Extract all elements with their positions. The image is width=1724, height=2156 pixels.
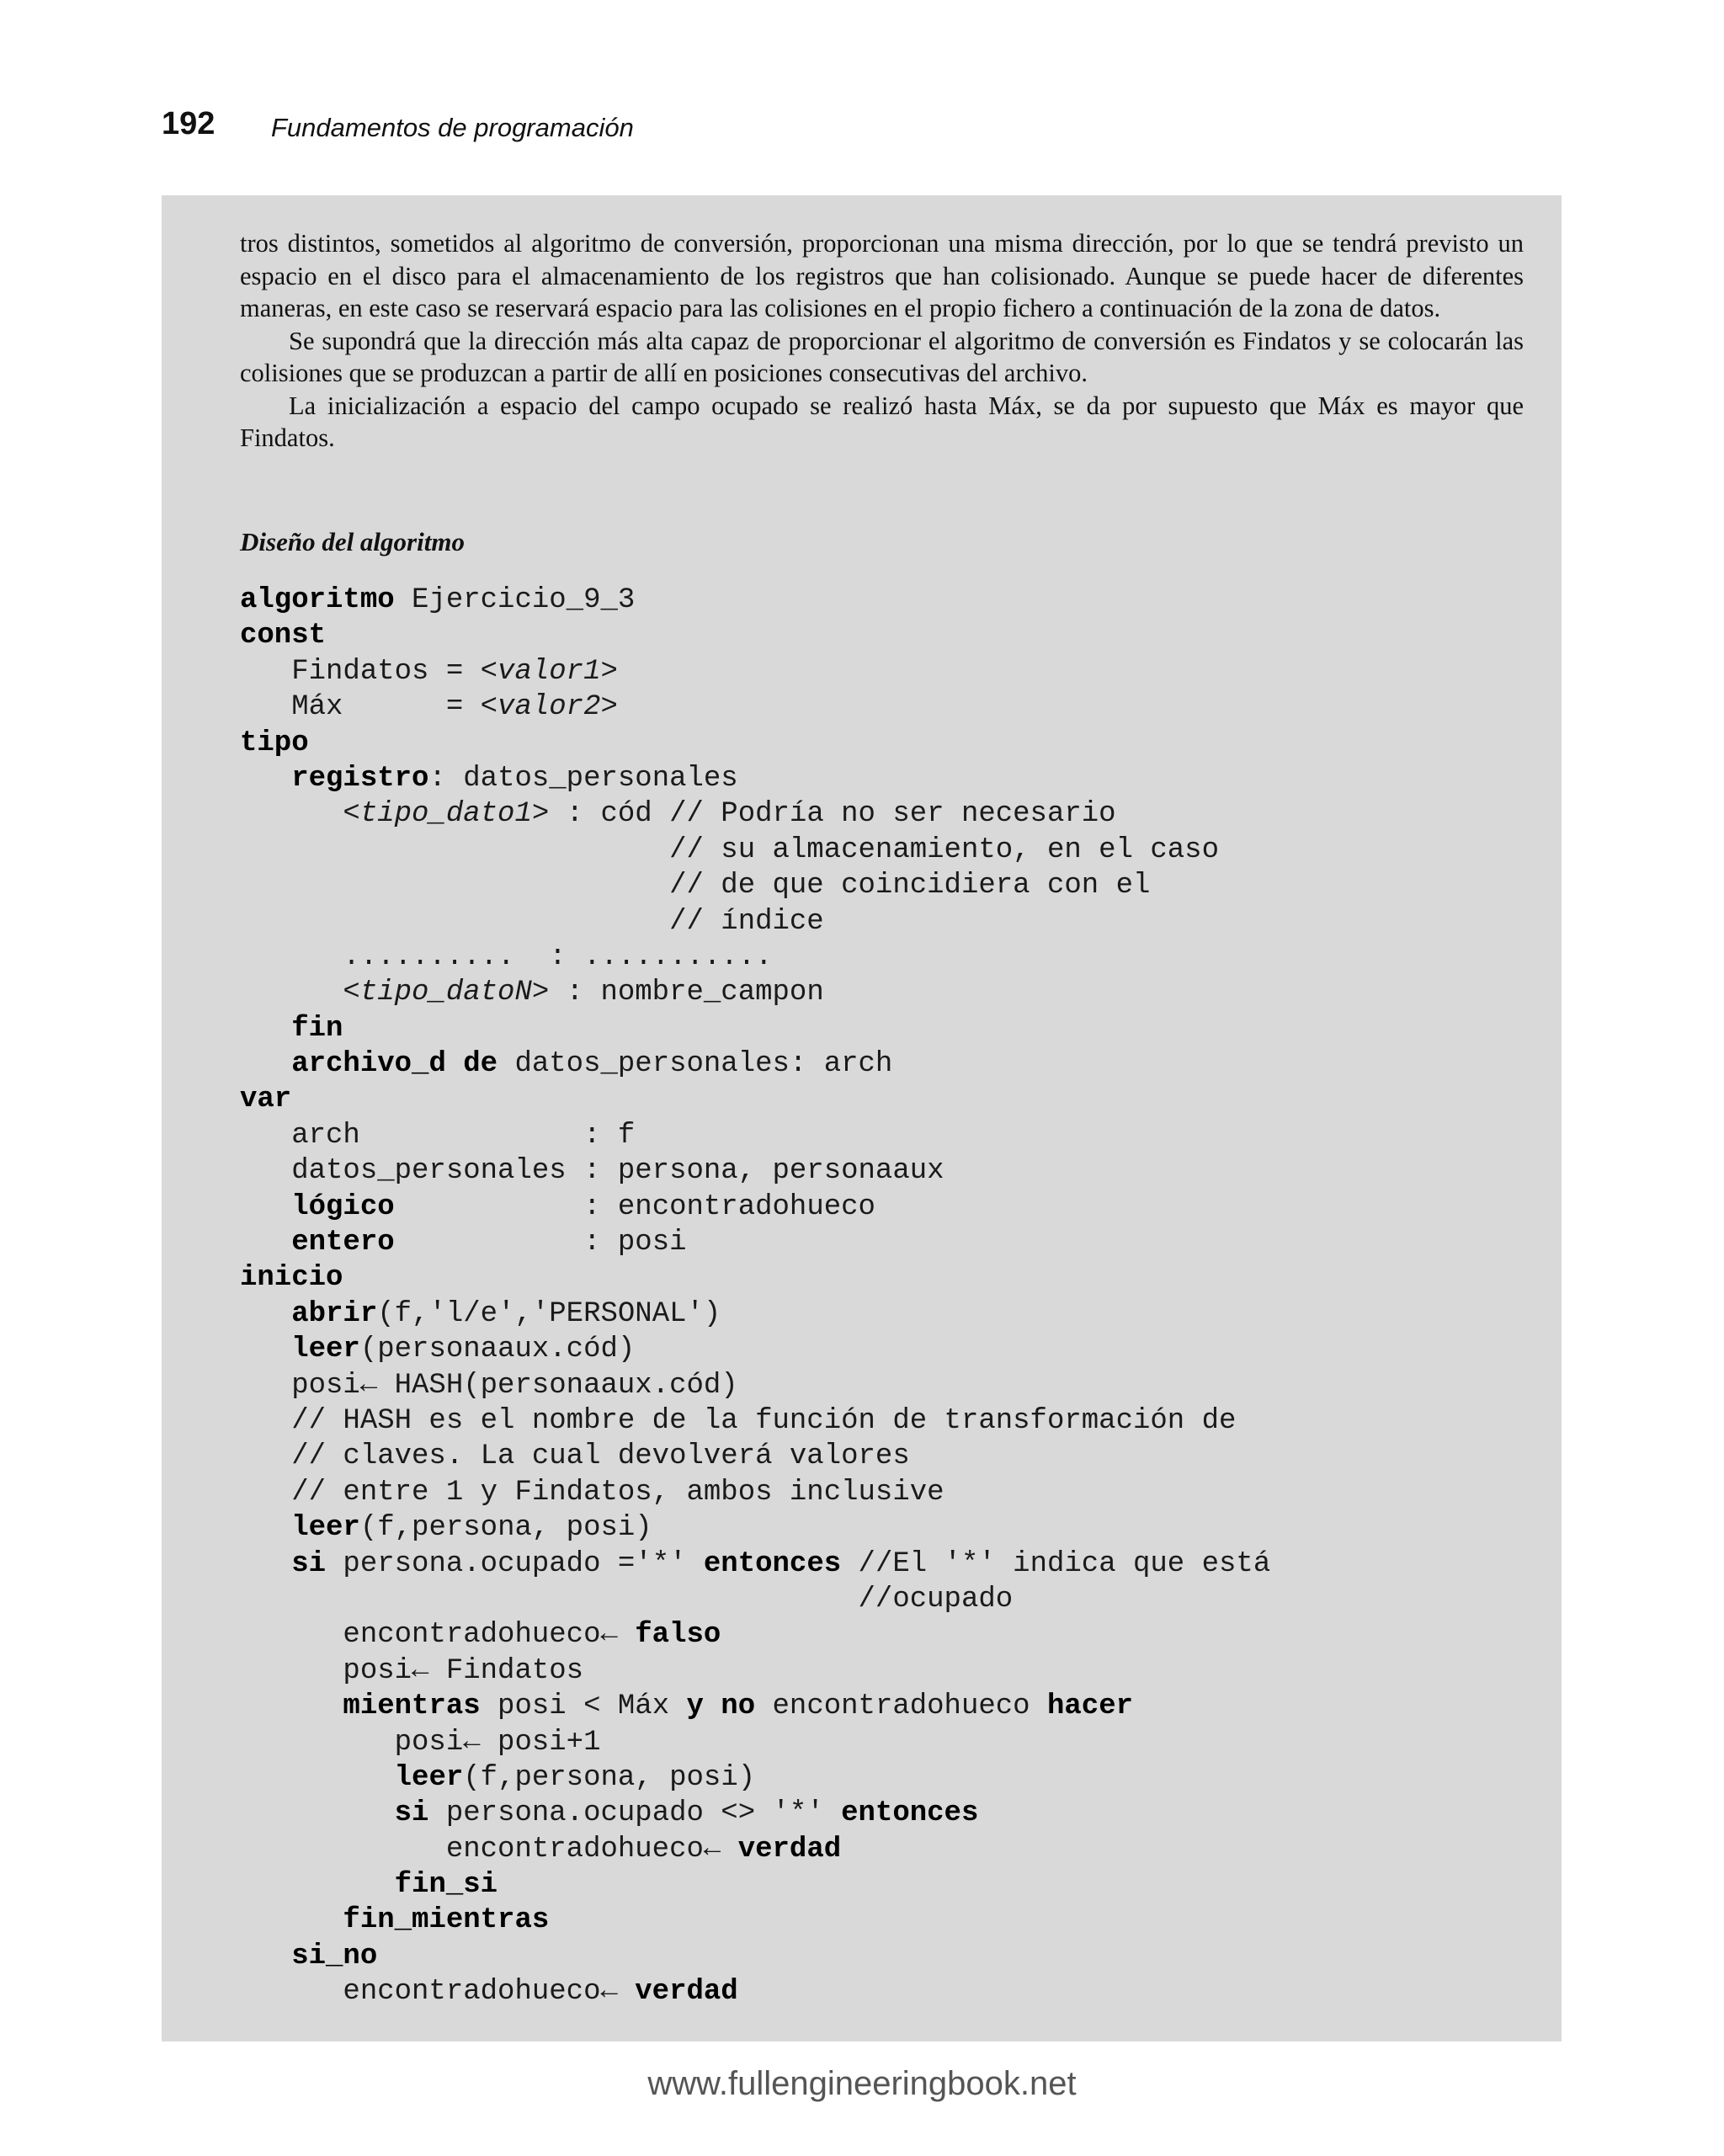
code-keyword: algoritmo	[240, 584, 395, 616]
body-text	[240, 227, 1524, 455]
code-text	[240, 1797, 395, 1829]
code-text: : datos_personales	[428, 762, 738, 795]
code-text	[240, 1512, 291, 1544]
code-line	[240, 726, 1270, 761]
code-line	[240, 1796, 1270, 1831]
code-text	[240, 1904, 343, 1936]
code-keyword: mientras	[343, 1690, 481, 1723]
code-text	[240, 1298, 291, 1330]
code-text	[240, 763, 291, 795]
code-text	[240, 1940, 291, 1972]
code-line	[240, 1903, 1270, 1938]
code-keyword: const	[240, 620, 327, 652]
code-text: datos_personales: arch	[498, 1048, 893, 1081]
code-line	[240, 1260, 1270, 1296]
code-keyword: tipo	[240, 727, 309, 759]
code-keyword: verdad	[737, 1833, 842, 1866]
code-text: posi < Máx	[480, 1690, 687, 1723]
code-text: encontradohueco	[755, 1690, 1047, 1723]
code-text: : posi	[394, 1227, 687, 1259]
code-line	[240, 1867, 1270, 1903]
code-line	[240, 1760, 1270, 1796]
code-keyword: fin_si	[394, 1869, 498, 1902]
code-line	[240, 1190, 1270, 1225]
code-text: posi← Findatos	[240, 1654, 584, 1687]
code-text	[240, 1690, 343, 1722]
code-text: //El '*' indica que está	[841, 1547, 1271, 1580]
code-line	[240, 689, 1270, 725]
code-text: // HASH es el nombre de la función de transformación de	[240, 1404, 1237, 1437]
code-line	[240, 654, 1270, 689]
code-text: posi← posi+1	[240, 1726, 601, 1759]
code-keyword: fin	[291, 1012, 343, 1045]
algorithm-code-block	[240, 583, 1270, 2010]
code-line	[240, 1403, 1270, 1439]
code-text: (personaaux.cód)	[359, 1334, 636, 1366]
running-title: Fundamentos de programación	[271, 113, 634, 142]
code-line	[240, 1011, 1270, 1046]
code-text	[240, 798, 343, 830]
code-keyword: lógico	[291, 1190, 395, 1223]
code-line	[240, 975, 1270, 1010]
code-keyword: si	[394, 1797, 429, 1830]
code-text: datos_personales : persona, personaaux	[240, 1155, 944, 1188]
code-keyword: archivo_d de	[291, 1048, 498, 1081]
code-line	[240, 1974, 1270, 2010]
code-line	[240, 1082, 1270, 1117]
code-keyword: abrir	[291, 1297, 378, 1330]
code-keyword: leer	[291, 1512, 360, 1545]
code-text	[240, 1762, 395, 1794]
page-number: 192	[162, 106, 216, 141]
code-line	[240, 1939, 1270, 1974]
code-placeholder: <tipo_datoN>	[343, 977, 550, 1009]
code-line	[240, 1118, 1270, 1153]
code-line	[240, 1617, 1270, 1653]
code-keyword: si	[291, 1547, 327, 1580]
code-text	[240, 1191, 291, 1223]
code-line	[240, 1582, 1270, 1617]
code-line	[240, 583, 1270, 618]
code-text: (f,persona, posi)	[359, 1512, 652, 1545]
code-text: posi← HASH(personaaux.cód)	[240, 1369, 738, 1402]
code-text	[240, 1869, 395, 1901]
code-line	[240, 796, 1270, 832]
section-heading: Diseño del algoritmo	[240, 527, 465, 556]
code-line	[240, 904, 1270, 940]
code-line	[240, 1368, 1270, 1403]
code-text: // claves. La cual devolverá valores	[240, 1440, 910, 1473]
code-keyword: entonces	[841, 1797, 979, 1830]
code-line	[240, 868, 1270, 903]
code-text: encontradohueco←	[240, 1619, 636, 1652]
code-keyword: y no	[686, 1690, 756, 1723]
code-keyword: fin_mientras	[343, 1904, 550, 1937]
code-text: persona.ocupado <> '*'	[428, 1797, 842, 1830]
code-text: (f,persona, posi)	[463, 1761, 756, 1794]
code-line	[240, 1153, 1270, 1189]
code-line	[240, 1046, 1270, 1082]
code-line	[240, 1546, 1270, 1582]
code-placeholder: <valor2>	[480, 691, 618, 724]
code-text: Ejercicio_9_3	[394, 584, 636, 616]
code-text: encontradohueco←	[240, 1976, 636, 2009]
code-text	[240, 1048, 291, 1080]
code-text: //ocupado	[240, 1583, 1014, 1616]
paragraph: Se supondrá que la dirección más alta capaz de proporcionar el algoritmo de conversión es Findatos y se colocarán las colisiones que se produzcan a partir de allí en posiciones consecutivas del archivo.	[240, 326, 1524, 387]
code-keyword: registro	[291, 762, 429, 795]
code-text: Máx =	[240, 691, 481, 724]
code-line	[240, 833, 1270, 868]
code-text: (f,'l/e','PERSONAL')	[377, 1297, 721, 1330]
code-text: persona.ocupado ='*'	[326, 1547, 704, 1580]
code-line	[240, 1725, 1270, 1760]
paragraph: tros distintos, sometidos al algoritmo de conversión, proporcionan una misma dirección, por lo que se tendrá previsto un espacio en el disco para el almacenamiento de los registros que han colisionado. Aunque se puede hacer de diferentes maneras, en este caso se reservará espacio para las colisiones en el propio fichero a continuación de la zona de datos.	[240, 229, 1524, 322]
code-text	[240, 1334, 291, 1365]
code-text: : cód // Podría no ser necesario	[549, 798, 1116, 831]
code-keyword: si_no	[291, 1940, 378, 1972]
code-text: : encontradohueco	[394, 1190, 875, 1223]
code-line	[240, 1332, 1270, 1367]
code-keyword: hacer	[1046, 1690, 1134, 1723]
code-placeholder: <valor1>	[480, 655, 618, 688]
code-text: arch : f	[240, 1119, 636, 1152]
code-text: encontradohueco←	[240, 1833, 738, 1866]
code-line	[240, 1225, 1270, 1260]
code-keyword: verdad	[635, 1976, 738, 2009]
code-text	[240, 977, 343, 1009]
code-line	[240, 618, 1270, 653]
code-line	[240, 1832, 1270, 1867]
code-keyword: entero	[291, 1227, 395, 1259]
code-text	[240, 1548, 291, 1580]
code-text: .......... : ...........	[240, 940, 773, 973]
code-keyword: leer	[291, 1334, 360, 1366]
code-text: Findatos =	[240, 655, 481, 688]
code-text: : nombre_campon	[549, 977, 824, 1009]
code-keyword: entonces	[703, 1547, 842, 1580]
code-placeholder: <tipo_dato1>	[343, 798, 550, 831]
code-keyword: leer	[394, 1761, 464, 1794]
code-line	[240, 1689, 1270, 1724]
footer-watermark: www.fullengineeringbook.net	[647, 2065, 1077, 2102]
code-text	[240, 1227, 291, 1259]
code-text	[240, 1013, 291, 1045]
code-line	[240, 1296, 1270, 1332]
code-text: // índice	[240, 905, 824, 938]
code-line	[240, 1653, 1270, 1689]
code-line	[240, 940, 1270, 975]
code-keyword: var	[240, 1083, 292, 1116]
code-line	[240, 1439, 1270, 1474]
code-text: // de que coincidiera con el	[240, 870, 1151, 902]
code-keyword: falso	[635, 1619, 721, 1652]
code-text: // entre 1 y Findatos, ambos inclusive	[240, 1476, 944, 1509]
code-text: // su almacenamiento, en el caso	[240, 833, 1219, 866]
code-line	[240, 1510, 1270, 1546]
paragraph: La inicialización a espacio del campo ocupado se realizó hasta Máx, se da por supuesto que Máx es mayor que Findatos.	[240, 391, 1524, 452]
code-line	[240, 761, 1270, 796]
code-line	[240, 1475, 1270, 1510]
code-keyword: inicio	[240, 1262, 343, 1295]
